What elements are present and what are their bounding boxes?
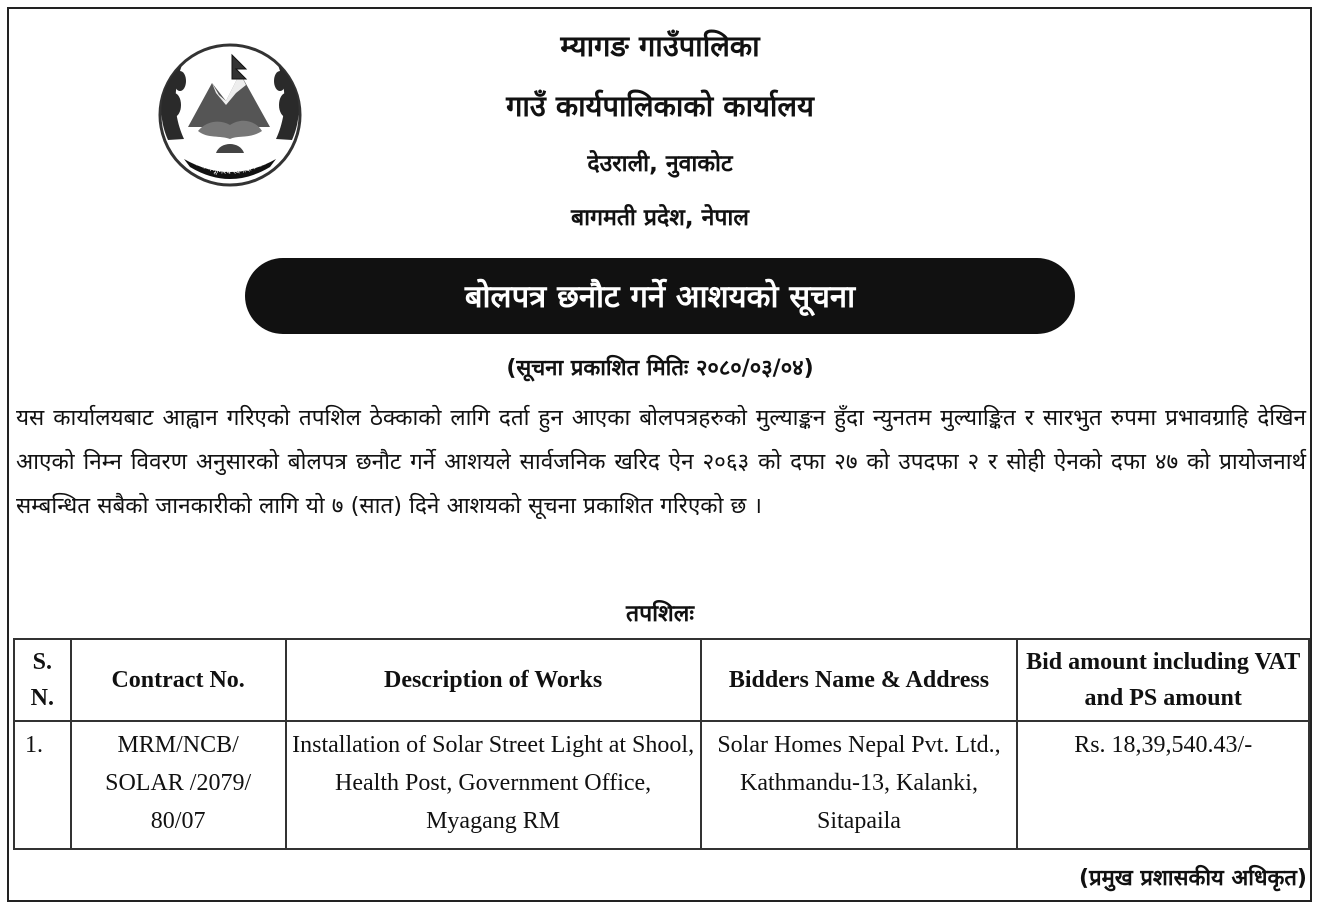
table-header-row (14, 639, 1309, 721)
municipality-name: म्यागङ गाउँपालिका (560, 29, 760, 63)
header-contract-no: Contract No. (71, 639, 286, 721)
header-sn: S. N. (14, 639, 71, 721)
signoff-title: (प्रमुख प्रशासकीय अधिकृत) (1079, 866, 1307, 891)
cell-sn: 1. (14, 721, 71, 849)
bid-results-table (13, 638, 1310, 850)
notice-title: बोलपत्र छनौट गर्ने आशयको सूचना (464, 279, 856, 315)
office-province: बागमती प्रदेश, नेपाल (571, 205, 749, 231)
header-description: Description of Works (286, 639, 701, 721)
office-location: देउराली, नुवाकोट (587, 151, 733, 177)
table-row (14, 721, 1309, 849)
cell-amount: Rs. 18,39,540.43/- (1017, 721, 1309, 849)
header-amount: Bid amount including VAT and PS amount (1017, 639, 1309, 721)
cell-contract-no: MRM/NCB/ SOLAR /2079/ 80/07 (71, 721, 286, 849)
schedule-label: तपशिलः (625, 601, 694, 627)
cell-bidder: Solar Homes Nepal Pvt. Ltd., Kathmandu-13, Kalanki, Sitapaila (701, 721, 1018, 849)
notice-body: यस कार्यालयबाट आह्वान गरिएको तपशिल ठेक्काको लागि दर्ता हुन आएका बोलपत्रहरुको मुल्याङ्कन हुँदा न्युनतम मुल्याङ्कित र सारभुत रुपमा प्रभावग्राहि देखिन आएको निम्न विवरण अनुसारको बोलपत्र छनौट गर्ने आशयले सार्वजनिक खरिद ऐन २०६३ को दफा २७ को उपदफा २ र सोही ऐनको दफा ४७ को प्रायोजनार्थ सम्बन्धित सबैको जानकारीको लागि यो ७ (सात) दिने आशयको सूचना प्रकाशित गरिएको छ । (16, 405, 1306, 519)
cell-description: Installation of Solar Street Light at Shool, Health Post, Government Office, Myagang RM (286, 721, 701, 849)
header-bidder: Bidders Name & Address (701, 639, 1018, 721)
notice-title-banner (245, 258, 1075, 334)
office-name: गाउँ कार्यपालिकाको कार्यालय (506, 89, 814, 123)
svg-text:जननी जन्मभूमिश्च स्वर्गादपि गर: जननी जन्मभूमिश्च स्वर्गादपि गरीयसी (182, 151, 278, 177)
published-date: (सूचना प्रकाशित मितिः २०८०/०३/०४) (506, 356, 814, 381)
